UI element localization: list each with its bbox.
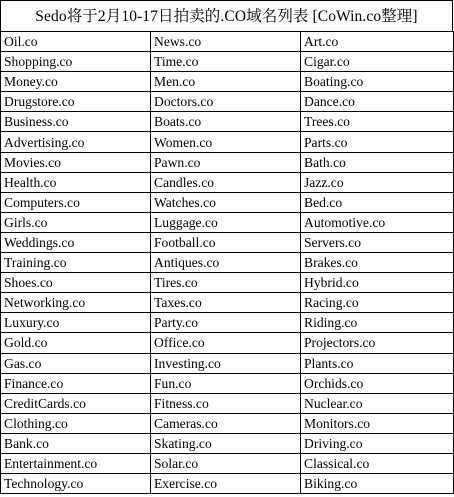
domain-table (0, 31, 454, 494)
domain-cell: Technology.co (1, 474, 151, 494)
domain-table-body (1, 32, 454, 494)
table-row (1, 293, 454, 313)
domain-cell: Candles.co (151, 172, 301, 192)
domain-cell: Plants.co (301, 353, 454, 373)
domain-cell: Boating.co (301, 72, 454, 92)
table-row (1, 212, 454, 232)
domain-cell: CreditCards.co (1, 393, 151, 413)
table-row (1, 172, 454, 192)
domain-cell: Luggage.co (151, 212, 301, 232)
table-row (1, 253, 454, 273)
domain-cell: Gas.co (1, 353, 151, 373)
domain-cell: Jazz.co (301, 172, 454, 192)
domain-cell: Computers.co (1, 192, 151, 212)
domain-cell: Boats.co (151, 112, 301, 132)
domain-cell: Watches.co (151, 192, 301, 212)
domain-cell: Oil.co (1, 32, 151, 52)
domain-cell: Skating.co (151, 433, 301, 453)
domain-cell: Doctors.co (151, 92, 301, 112)
domain-cell: Antiques.co (151, 253, 301, 273)
domain-cell: Men.co (151, 72, 301, 92)
domain-cell: Luxury.co (1, 313, 151, 333)
domain-cell: Taxes.co (151, 293, 301, 313)
domain-cell: Nuclear.co (301, 393, 454, 413)
domain-cell: Fun.co (151, 373, 301, 393)
table-row (1, 232, 454, 252)
domain-cell: Servers.co (301, 232, 454, 252)
domain-cell: Cameras.co (151, 413, 301, 433)
domain-cell: Art.co (301, 32, 454, 52)
table-row (1, 474, 454, 494)
domain-cell: Drugstore.co (1, 92, 151, 112)
domain-cell: Money.co (1, 72, 151, 92)
domain-cell: Parts.co (301, 132, 454, 152)
domain-cell: Exercise.co (151, 474, 301, 494)
table-row (1, 413, 454, 433)
table-row (1, 52, 454, 72)
domain-cell: Solar.co (151, 453, 301, 473)
table-row (1, 433, 454, 453)
table-row (1, 453, 454, 473)
domain-cell: Classical.co (301, 453, 454, 473)
domain-cell: Orchids.co (301, 373, 454, 393)
domain-cell: Investing.co (151, 353, 301, 373)
domain-cell: Bank.co (1, 433, 151, 453)
domain-cell: Networking.co (1, 293, 151, 313)
domain-cell: Biking.co (301, 474, 454, 494)
table-row (1, 132, 454, 152)
domain-cell: Girls.co (1, 212, 151, 232)
domain-cell: Health.co (1, 172, 151, 192)
domain-cell: Movies.co (1, 152, 151, 172)
domain-cell: Gold.co (1, 333, 151, 353)
domain-cell: Clothing.co (1, 413, 151, 433)
table-row (1, 72, 454, 92)
table-row (1, 192, 454, 212)
domain-cell: Weddings.co (1, 232, 151, 252)
table-row (1, 333, 454, 353)
document-title: Sedo将于2月10-17日拍卖的.CO域名列表 [CoWin.co整理] (0, 0, 453, 31)
domain-cell: Pawn.co (151, 152, 301, 172)
domain-cell: Automotive.co (301, 212, 454, 232)
domain-cell: Training.co (1, 253, 151, 273)
domain-cell: Monitors.co (301, 413, 454, 433)
domain-cell: Cigar.co (301, 52, 454, 72)
table-row (1, 373, 454, 393)
table-row (1, 393, 454, 413)
domain-cell: Racing.co (301, 293, 454, 313)
domain-cell: Shoes.co (1, 273, 151, 293)
domain-cell: Fitness.co (151, 393, 301, 413)
domain-cell: Business.co (1, 112, 151, 132)
table-row (1, 32, 454, 52)
table-row (1, 92, 454, 112)
domain-cell: Trees.co (301, 112, 454, 132)
domain-cell: Bed.co (301, 192, 454, 212)
table-row (1, 112, 454, 132)
domain-cell: Office.co (151, 333, 301, 353)
domain-cell: Brakes.co (301, 253, 454, 273)
domain-cell: Entertainment.co (1, 453, 151, 473)
table-row (1, 353, 454, 373)
domain-cell: Driving.co (301, 433, 454, 453)
domain-cell: Party.co (151, 313, 301, 333)
domain-cell: Tires.co (151, 273, 301, 293)
domain-cell: Finance.co (1, 373, 151, 393)
domain-cell: Women.co (151, 132, 301, 152)
table-row (1, 152, 454, 172)
domain-cell: News.co (151, 32, 301, 52)
domain-cell: Football.co (151, 232, 301, 252)
domain-cell: Time.co (151, 52, 301, 72)
table-row (1, 273, 454, 293)
domain-cell: Bath.co (301, 152, 454, 172)
domain-cell: Hybrid.co (301, 273, 454, 293)
domain-cell: Projectors.co (301, 333, 454, 353)
domain-cell: Shopping.co (1, 52, 151, 72)
domain-cell: Dance.co (301, 92, 454, 112)
domain-cell: Advertising.co (1, 132, 151, 152)
table-row (1, 313, 454, 333)
domain-cell: Riding.co (301, 313, 454, 333)
